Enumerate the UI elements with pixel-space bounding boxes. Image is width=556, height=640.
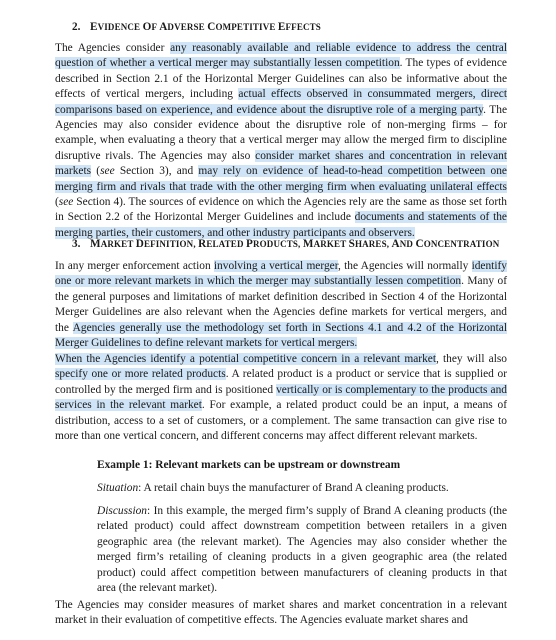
section-heading-market-definition: [55, 237, 507, 251]
text-run: The Agencies consider: [55, 42, 171, 54]
section-heading-evidence: [55, 20, 507, 34]
text-run: , the Agencies will normally: [338, 260, 472, 272]
highlighted-text: When the Agencies identify a potential competitive concern in a relevant market: [55, 353, 436, 365]
text-run: Section 3), and: [114, 165, 199, 178]
paragraph-market-shares: The Agencies may consider measures of market shares and market concentration in a relevant market in their evaluation of competitive effects. The Agencies evaluate market shares and: [55, 599, 507, 627]
paragraph-related-products: [55, 352, 507, 444]
italic-text: see: [100, 165, 115, 178]
text-run: . The Agencies may also consider evidence about the disruptive role of non-merging firms – for example, when evaluating a theory that a vertical merger may allow the merged firm to discipline disruptive rivals. The Agencies may also: [55, 103, 507, 162]
text-run: In any merger enforcement action: [55, 260, 214, 272]
highlighted-text: specify one or more related products: [55, 368, 226, 381]
situation-label: Situation: [97, 482, 139, 494]
text-run: . For example, a related product could be an input, a means of distribution, access to a set of customers, or a complement. The same transaction can give rise to more than one vertical concern, and different concerns may affect different relevant markets.: [55, 399, 507, 443]
text-run: . A related product is a product or service that is supplied or controlled by the merged firm and is positioned: [55, 368, 507, 396]
situation-text: : A retail chain buys the manufacturer of Brand A cleaning products.: [138, 482, 449, 494]
highlighted-text: identify one or more relevant markets in which the merger may substantially lessen competition: [55, 260, 507, 288]
highlighted-text: any reasonably available and reliable evidence to address the central question of whether a vertical merger may substantially lessen competition: [55, 42, 508, 70]
highlighted-text: may rely on evidence of head-to-head competition between one merging firm and rivals that trade with the other merging firm when evaluating unilateral effects: [55, 165, 507, 193]
discussion-text: : In this example, the merged firm’s supply of Brand A cleaning products (the related product) could affect downstream competition between retailers in a given geographic area (the relevant market). The Agencies may also consider whether the merged firm’s retailing of cleaning products in a given geographic area (the related product) could affect competition between manufacturers of cleaning products in that area (the relevant market).: [97, 505, 507, 595]
example-situation: [97, 481, 507, 496]
discussion-label: Discussion: [97, 505, 147, 517]
highlighted-text: consider market shares and concentration in relevant markets: [55, 149, 507, 178]
text-run: , they will also: [435, 353, 507, 365]
text-run: Section 4). The sources of evidence on which the Agencies rely are the same as those set forth in Section 2.2 of the Horizontal Merger Guidelines and include: [55, 196, 507, 224]
italic-text: see: [58, 196, 74, 209]
section-title: MARKET DEFINITION, RELATED PRODUCTS, MARKET SHARES, AND CONCENTRATION: [90, 238, 500, 250]
highlighted-text: involving a vertical merger: [213, 260, 339, 272]
text-run: . Many of the general purposes and limitations of market definition described in Section 4 of the Horizontal Merger Guidelines are also relevant when the Agencies define markets for vertical mergers, and the: [55, 275, 507, 334]
example-title: Example 1: Relevant markets can be upstream or downstream: [97, 459, 401, 471]
example-discussion: [97, 504, 507, 596]
text-run: . The types of evidence described in Section 2.1 of the Horizontal Merger Guidelines can also be informative about the effects of vertical mergers, including: [55, 57, 507, 101]
highlighted-text: Agencies generally use the methodology set forth in Sections 4.1 and 4.2 of the Horizontal Merger Guidelines to define relevant markets for vertical mergers.: [55, 321, 507, 350]
text-run: (: [91, 165, 101, 178]
highlighted-text: documents and statements of the merging parties, their customers, and other industry participants and observers.: [55, 211, 507, 239]
paragraph-relevant-markets: [55, 259, 507, 351]
section-title: EVIDENCE OF ADVERSE COMPETITIVE EFFECTS: [90, 21, 321, 33]
text-run: (: [55, 196, 59, 209]
highlighted-text: actual effects observed in consummated mergers, direct comparisons based on experience, and evidence about the disruptive role of a merging party: [55, 88, 507, 116]
highlighted-text: vertically or is complementary to the products and services in the relevant market: [55, 383, 507, 412]
paragraph-evidence: [55, 41, 507, 241]
section-number: 3.: [72, 238, 81, 250]
section-number: 2.: [72, 21, 81, 33]
